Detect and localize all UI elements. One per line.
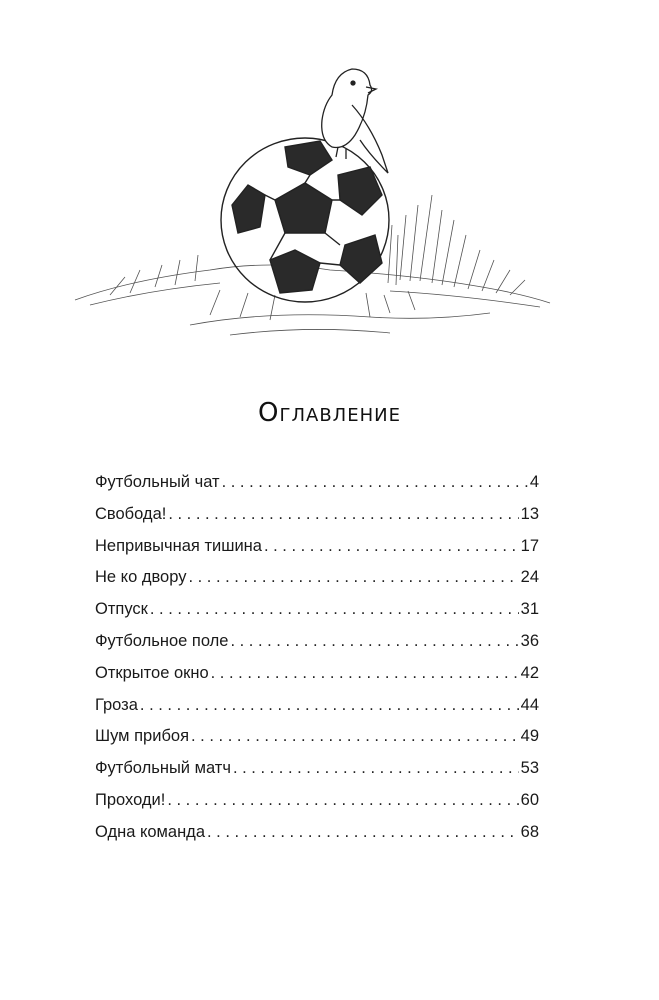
toc-entry-page: 49 xyxy=(520,727,539,746)
toc-entry[interactable] xyxy=(95,468,539,500)
toc-entry-title: Не ко двору xyxy=(95,568,187,587)
toc-entry-page: 42 xyxy=(520,663,539,682)
toc-entry-page: 36 xyxy=(520,631,539,650)
dot-leader xyxy=(211,659,519,687)
toc-entry-title: Футбольный чат xyxy=(95,473,220,491)
toc-entry-title: Гроза xyxy=(95,695,138,714)
toc-entry-title: Свобода! xyxy=(95,504,167,523)
dot-leader xyxy=(167,786,518,814)
soccer-ball-drawing xyxy=(221,138,389,302)
toc-entry-page: 31 xyxy=(520,600,539,619)
dot-leader xyxy=(191,722,519,750)
toc-entry-title: Одна команда xyxy=(95,822,205,841)
toc-entry[interactable] xyxy=(95,818,539,850)
toc-entry[interactable] xyxy=(95,563,539,595)
toc-entry[interactable] xyxy=(95,786,539,818)
dot-leader xyxy=(264,532,519,560)
dot-leader xyxy=(230,627,518,655)
toc-entry[interactable] xyxy=(95,659,539,691)
table-of-contents xyxy=(95,468,539,850)
dot-leader xyxy=(222,468,528,496)
toc-entry[interactable] xyxy=(95,754,539,786)
toc-entry-page: 17 xyxy=(520,536,539,555)
toc-entry-page: 68 xyxy=(520,822,539,841)
toc-entry-page: 60 xyxy=(520,790,539,809)
dot-leader xyxy=(233,754,519,782)
toc-entry-page: 44 xyxy=(520,695,539,714)
toc-entry[interactable] xyxy=(95,532,539,564)
toc-entry-title: Открытое окно xyxy=(95,663,209,682)
toc-entry-title: Футбольный матч xyxy=(95,759,231,778)
bird-drawing xyxy=(322,69,388,173)
toc-entry-title: Отпуск xyxy=(95,600,148,619)
toc-entry-title: Проходи! xyxy=(95,790,166,809)
dot-leader xyxy=(188,563,518,591)
dot-leader xyxy=(150,595,519,623)
toc-entry-page: 13 xyxy=(520,504,539,523)
toc-entry-page: 53 xyxy=(520,759,539,778)
toc-entry-title: Шум прибоя xyxy=(95,727,190,746)
dot-leader xyxy=(207,818,519,846)
toc-entry[interactable] xyxy=(95,595,539,627)
toc-entry-title: Футбольное поле xyxy=(95,631,229,650)
soccer-ball-bird-illustration xyxy=(70,55,560,355)
page-title: Оглавление xyxy=(258,398,401,428)
dot-leader xyxy=(168,500,518,528)
toc-entry[interactable] xyxy=(95,627,539,659)
toc-entry[interactable] xyxy=(95,691,539,723)
toc-entry-title: Непривычная тишина xyxy=(95,536,262,555)
toc-entry[interactable] xyxy=(95,722,539,754)
toc-entry-page: 4 xyxy=(529,473,539,491)
toc-entry-page: 24 xyxy=(520,568,539,587)
dot-leader xyxy=(140,691,519,719)
toc-entry[interactable] xyxy=(95,500,539,532)
